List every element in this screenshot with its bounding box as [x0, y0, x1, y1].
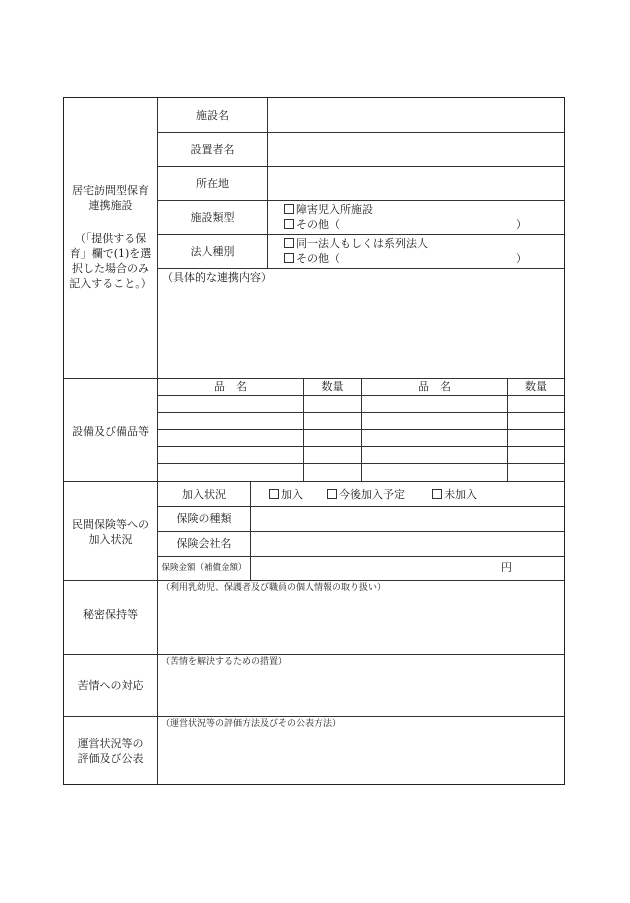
insurance-company-field[interactable] — [251, 532, 563, 556]
location-label: 所在地 — [196, 177, 229, 190]
corp-type-option-1[interactable]: 同一法人もしくは系列法人 — [284, 236, 428, 251]
corp-type-option-2[interactable]: その他（ — [284, 251, 340, 266]
facility-name-label: 施設名 — [196, 109, 229, 122]
insurance-amount-field[interactable] — [251, 557, 501, 579]
checkbox[interactable] — [269, 489, 279, 499]
section1-note: （「提供する保 育」欄で(1)を選 択した場合のみ 記入すること。） — [69, 232, 152, 290]
enroll-option-not-joined[interactable]: 未加入 — [432, 487, 477, 502]
founder-name-label: 設置者名 — [190, 143, 235, 156]
insurance-type-label: 保険の種類 — [176, 512, 232, 525]
section1-label: 居宅訪問型保育 連携施設 — [72, 184, 149, 212]
details-field[interactable] — [158, 286, 563, 377]
checkbox[interactable] — [284, 238, 294, 248]
section6-label: 運営状況等の 評価及び公表 — [77, 737, 144, 765]
section-divider — [64, 580, 564, 581]
facility-name-field[interactable] — [268, 99, 563, 132]
checkbox[interactable] — [284, 253, 294, 263]
checkbox[interactable] — [432, 489, 442, 499]
col-header-qty: 数量 — [321, 380, 344, 393]
yen-unit: 円 — [501, 561, 512, 574]
col-header-item: 品 名 — [214, 380, 247, 393]
section6-field[interactable] — [158, 731, 563, 783]
section5-label: 苦情への対応 — [77, 679, 144, 692]
section4-label: 秘密保持等 — [83, 608, 138, 621]
col-header-qty: 数量 — [525, 380, 547, 393]
founder-name-field[interactable] — [268, 133, 563, 166]
row-divider — [157, 268, 564, 269]
row-divider — [157, 234, 564, 235]
enroll-status-label: 加入状況 — [182, 488, 226, 501]
insurance-type-field[interactable] — [251, 507, 563, 531]
section4-note: （利用乳幼児、保護者及び職員の個人情報の取り扱い） — [161, 583, 387, 593]
enroll-option-joined[interactable]: 加入 — [269, 487, 303, 502]
facility-type-label: 施設類型 — [190, 211, 235, 224]
insurance-company-label: 保険会社名 — [176, 537, 232, 550]
facility-type-option-2[interactable]: その他（ — [284, 217, 340, 232]
section-divider — [64, 654, 564, 655]
grid-hline — [157, 395, 564, 396]
insurance-amount-label: 保険金額（補償金額） — [161, 563, 247, 573]
grid-hline — [157, 429, 564, 430]
grid-hline — [157, 446, 564, 447]
checkbox[interactable] — [284, 219, 294, 229]
grid-hline — [157, 412, 564, 413]
section-divider — [64, 481, 564, 482]
close-paren: ） — [516, 252, 527, 265]
close-paren: ） — [516, 218, 527, 231]
enroll-option-planned[interactable]: 今後加入予定 — [327, 487, 405, 502]
col-header-item: 品 名 — [418, 380, 451, 393]
section6-note: （運営状況等の評価方法及びその公表方法） — [161, 719, 342, 729]
facility-type-option-1[interactable]: 障害児入所施設 — [284, 202, 373, 217]
grid-hline — [157, 463, 564, 464]
application-form-table — [63, 97, 565, 785]
checkbox[interactable] — [284, 204, 294, 214]
section4-field[interactable] — [158, 595, 563, 653]
location-field[interactable] — [268, 167, 563, 200]
section5-field[interactable] — [158, 669, 563, 715]
section3-label: 民間保険等への 加入状況 — [72, 518, 149, 546]
details-label: （具体的な連携内容） — [162, 271, 272, 284]
section5-note: （苦情を解決するための措置） — [161, 657, 288, 667]
checkbox[interactable] — [327, 489, 337, 499]
row-divider — [157, 200, 564, 201]
corp-type-label: 法人種別 — [190, 245, 235, 258]
section2-label: 設備及び備品等 — [72, 425, 149, 438]
section-divider — [64, 716, 564, 717]
